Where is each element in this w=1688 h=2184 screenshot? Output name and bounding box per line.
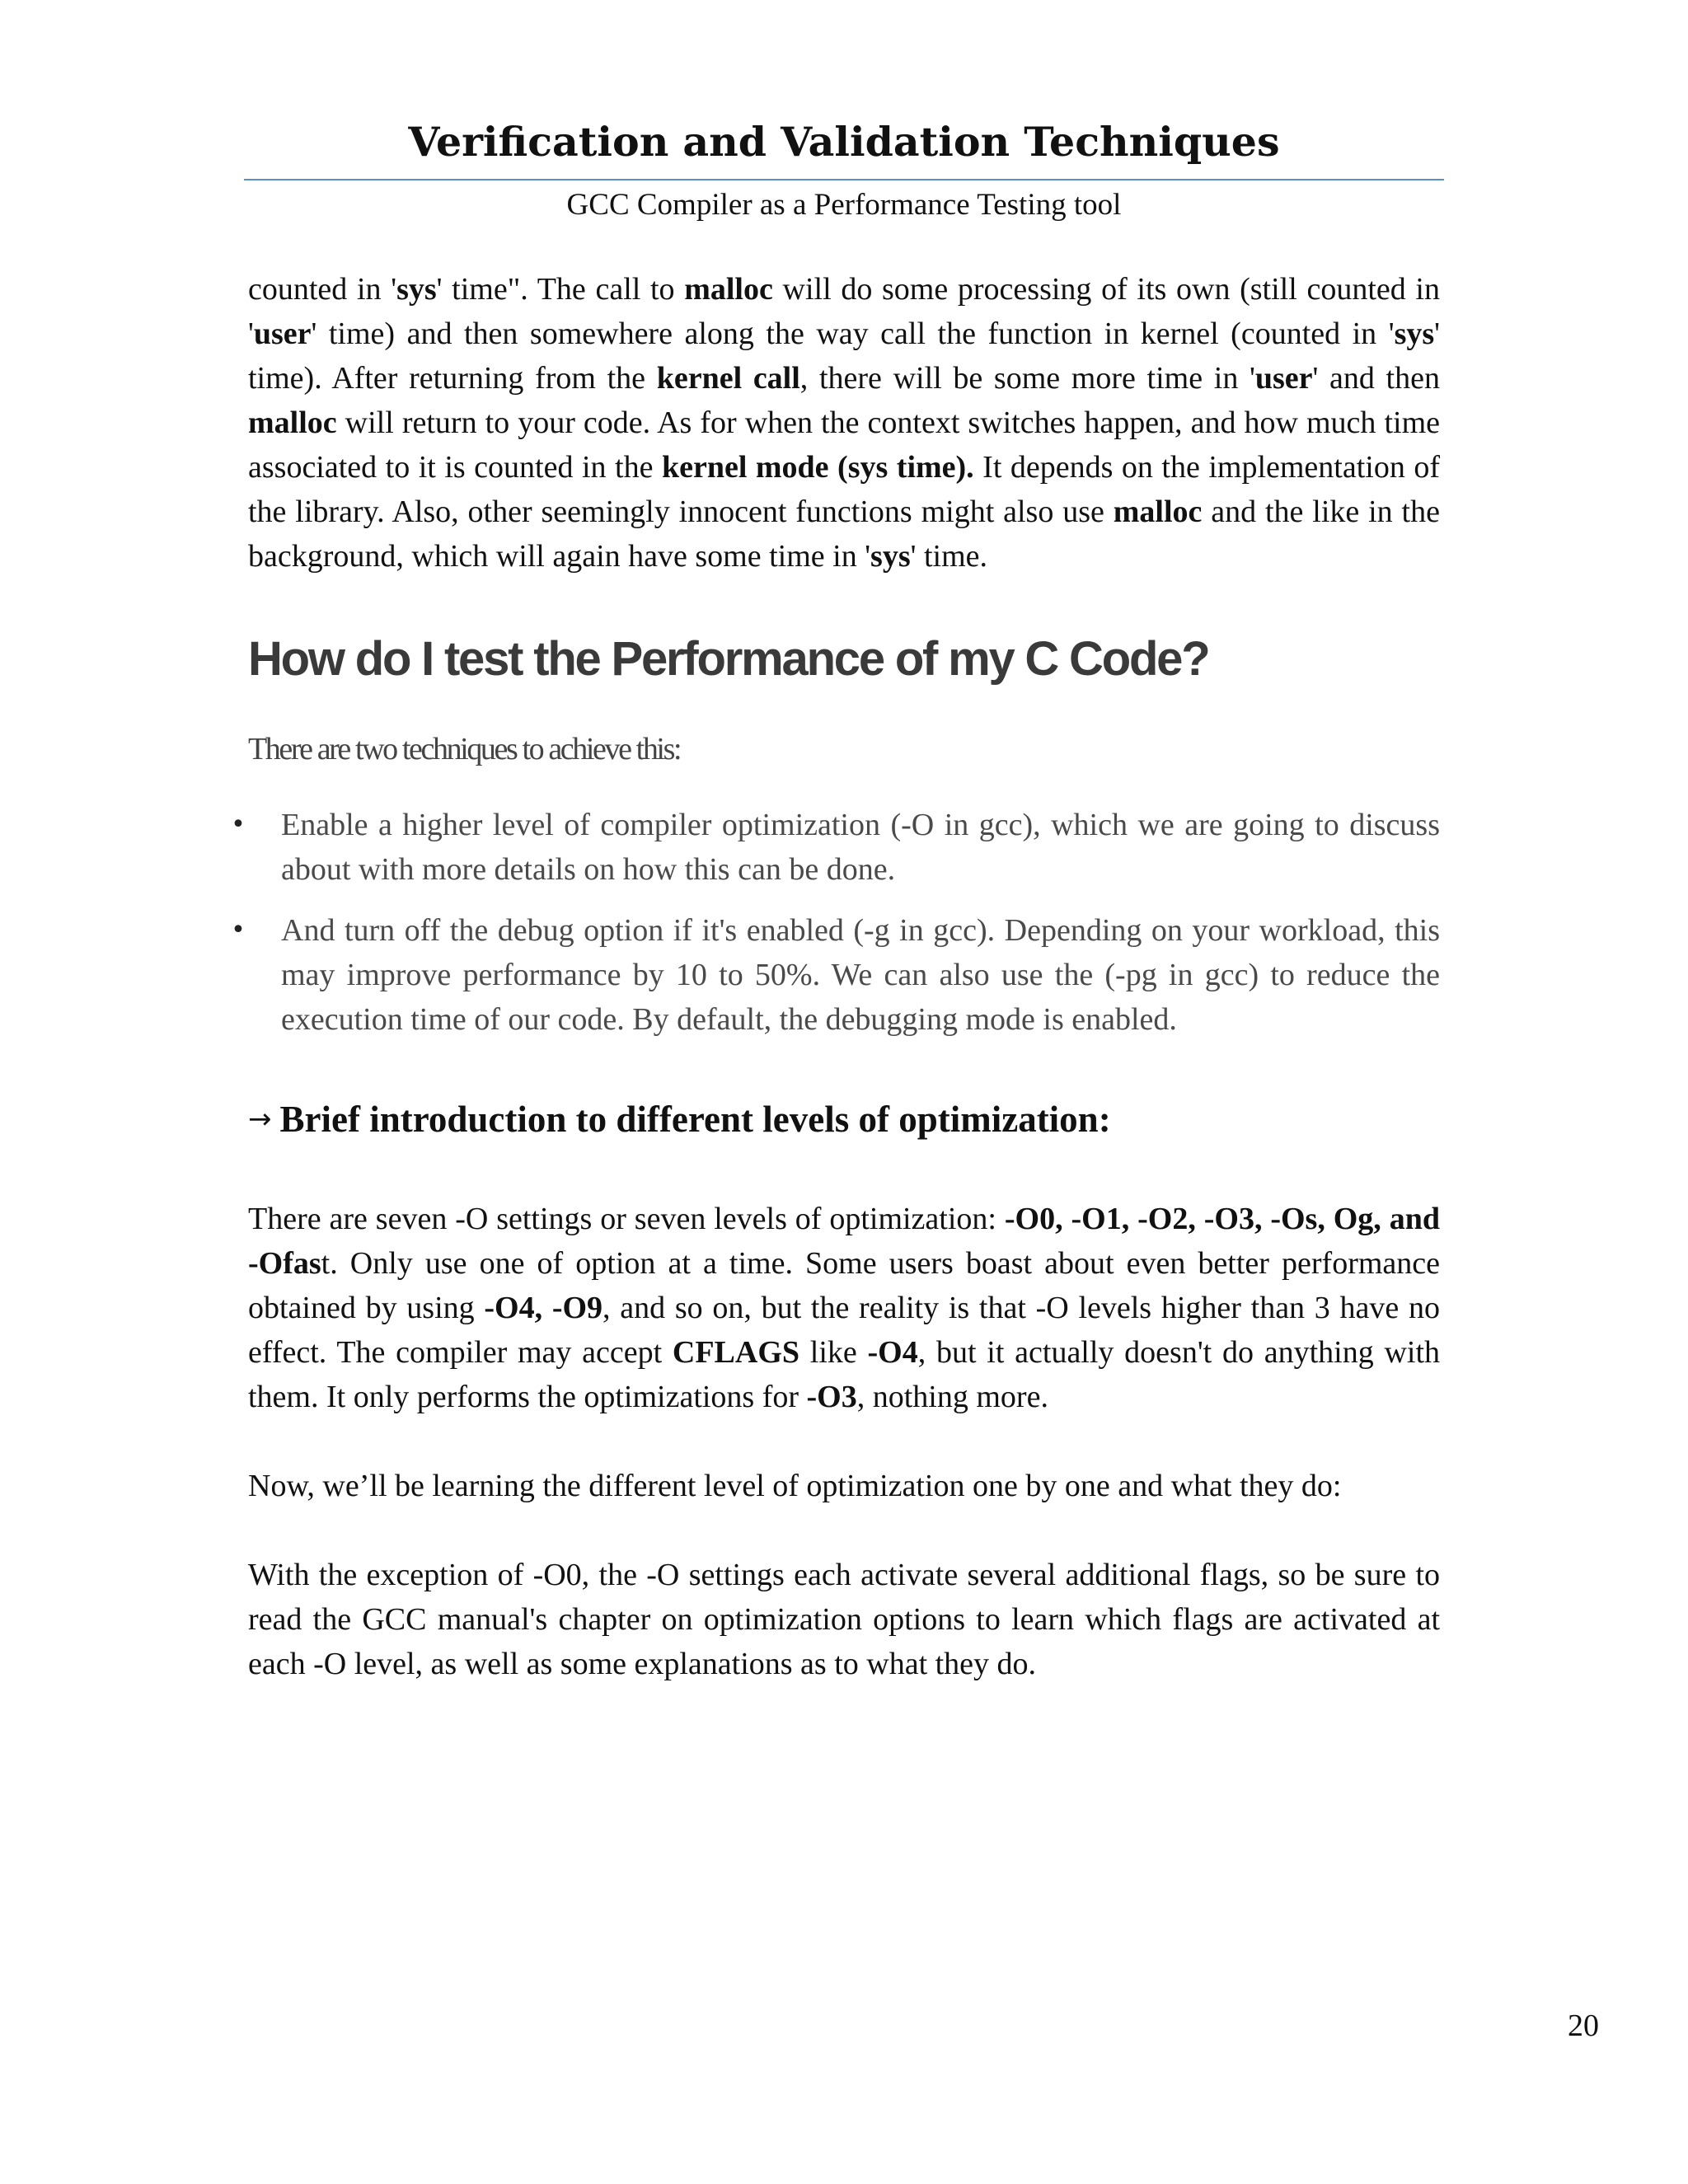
page-number: 20: [1568, 2008, 1599, 2043]
subsection-heading: → Brief introduction to different levels of optimization:: [248, 1094, 1440, 1144]
list-item: • Enable a higher level of compiler optimization (-O in gcc), which we are going to discuss about with more details on how this can be done.: [248, 803, 1440, 892]
paragraph-o-settings: With the exception of -O0, the -O settings each activate several additional flags, so be sure to read the GCC manual's chapter on optimization options to learn which flags are activated at each -O level, as well as some explanations as to what they do.: [248, 1558, 1440, 1681]
document-subtitle: GCC Compiler as a Performance Testing tool: [566, 188, 1122, 222]
section-heading: How do I test the Performance of my C Code?: [248, 632, 1209, 686]
paragraph-malloc-timing: counted in 'sys' time". The call to malloc will do some processing of its own (still counted in 'user' time) and then somewhere along the way call the function in kernel (counted in 'sys' time). After returning from the kernel call, there will be some more time in 'user' and then malloc will return to your code. As for when the context switches happen, and how much time associated to it is counted in the kernel mode (sys time). It depends on the implementation of the library. Also, other seemingly innocent functions might also use malloc and the like in the background, which will again have some time in 'sys' time.: [248, 272, 1440, 574]
document-title: Verification and Validation Techniques: [408, 118, 1280, 166]
page-header: [244, 115, 1444, 168]
header-divider: [244, 179, 1444, 180]
paragraph-optimization-levels: There are seven -O settings or seven levels of optimization: -O0, -O1, -O2, -O3, -Os, Og, and -Ofast. Only use one of option at a time. Some users boast about even better performance obtained by using -O4, -O9, and so on, but the reality is that -O levels higher than 3 have no effect. The compiler may accept CFLAGS like -O4, but it actually doesn't do anything with them. It only performs the optimizations for -O3, nothing more.: [248, 1202, 1441, 1414]
techniques-intro: There are two techniques to achieve this:: [248, 732, 681, 766]
paragraph-learning-levels: Now, we’ll be learning the different level of optimization one by one and what they do:: [248, 1469, 1342, 1503]
list-item: • And turn off the debug option if it's enabled (-g in gcc). Depending on your workload, this may improve performance by 10 to 50%. We can also use the (-pg in gcc) to reduce the execution time of our code. By default, the debugging mode is enabled.: [248, 908, 1440, 1042]
arrow-right-icon: →: [248, 1103, 272, 1136]
techniques-list: [231, 803, 1440, 1042]
page-content: [231, 267, 1441, 1686]
bullet-icon: •: [231, 810, 246, 839]
bullet-icon: •: [231, 916, 246, 944]
